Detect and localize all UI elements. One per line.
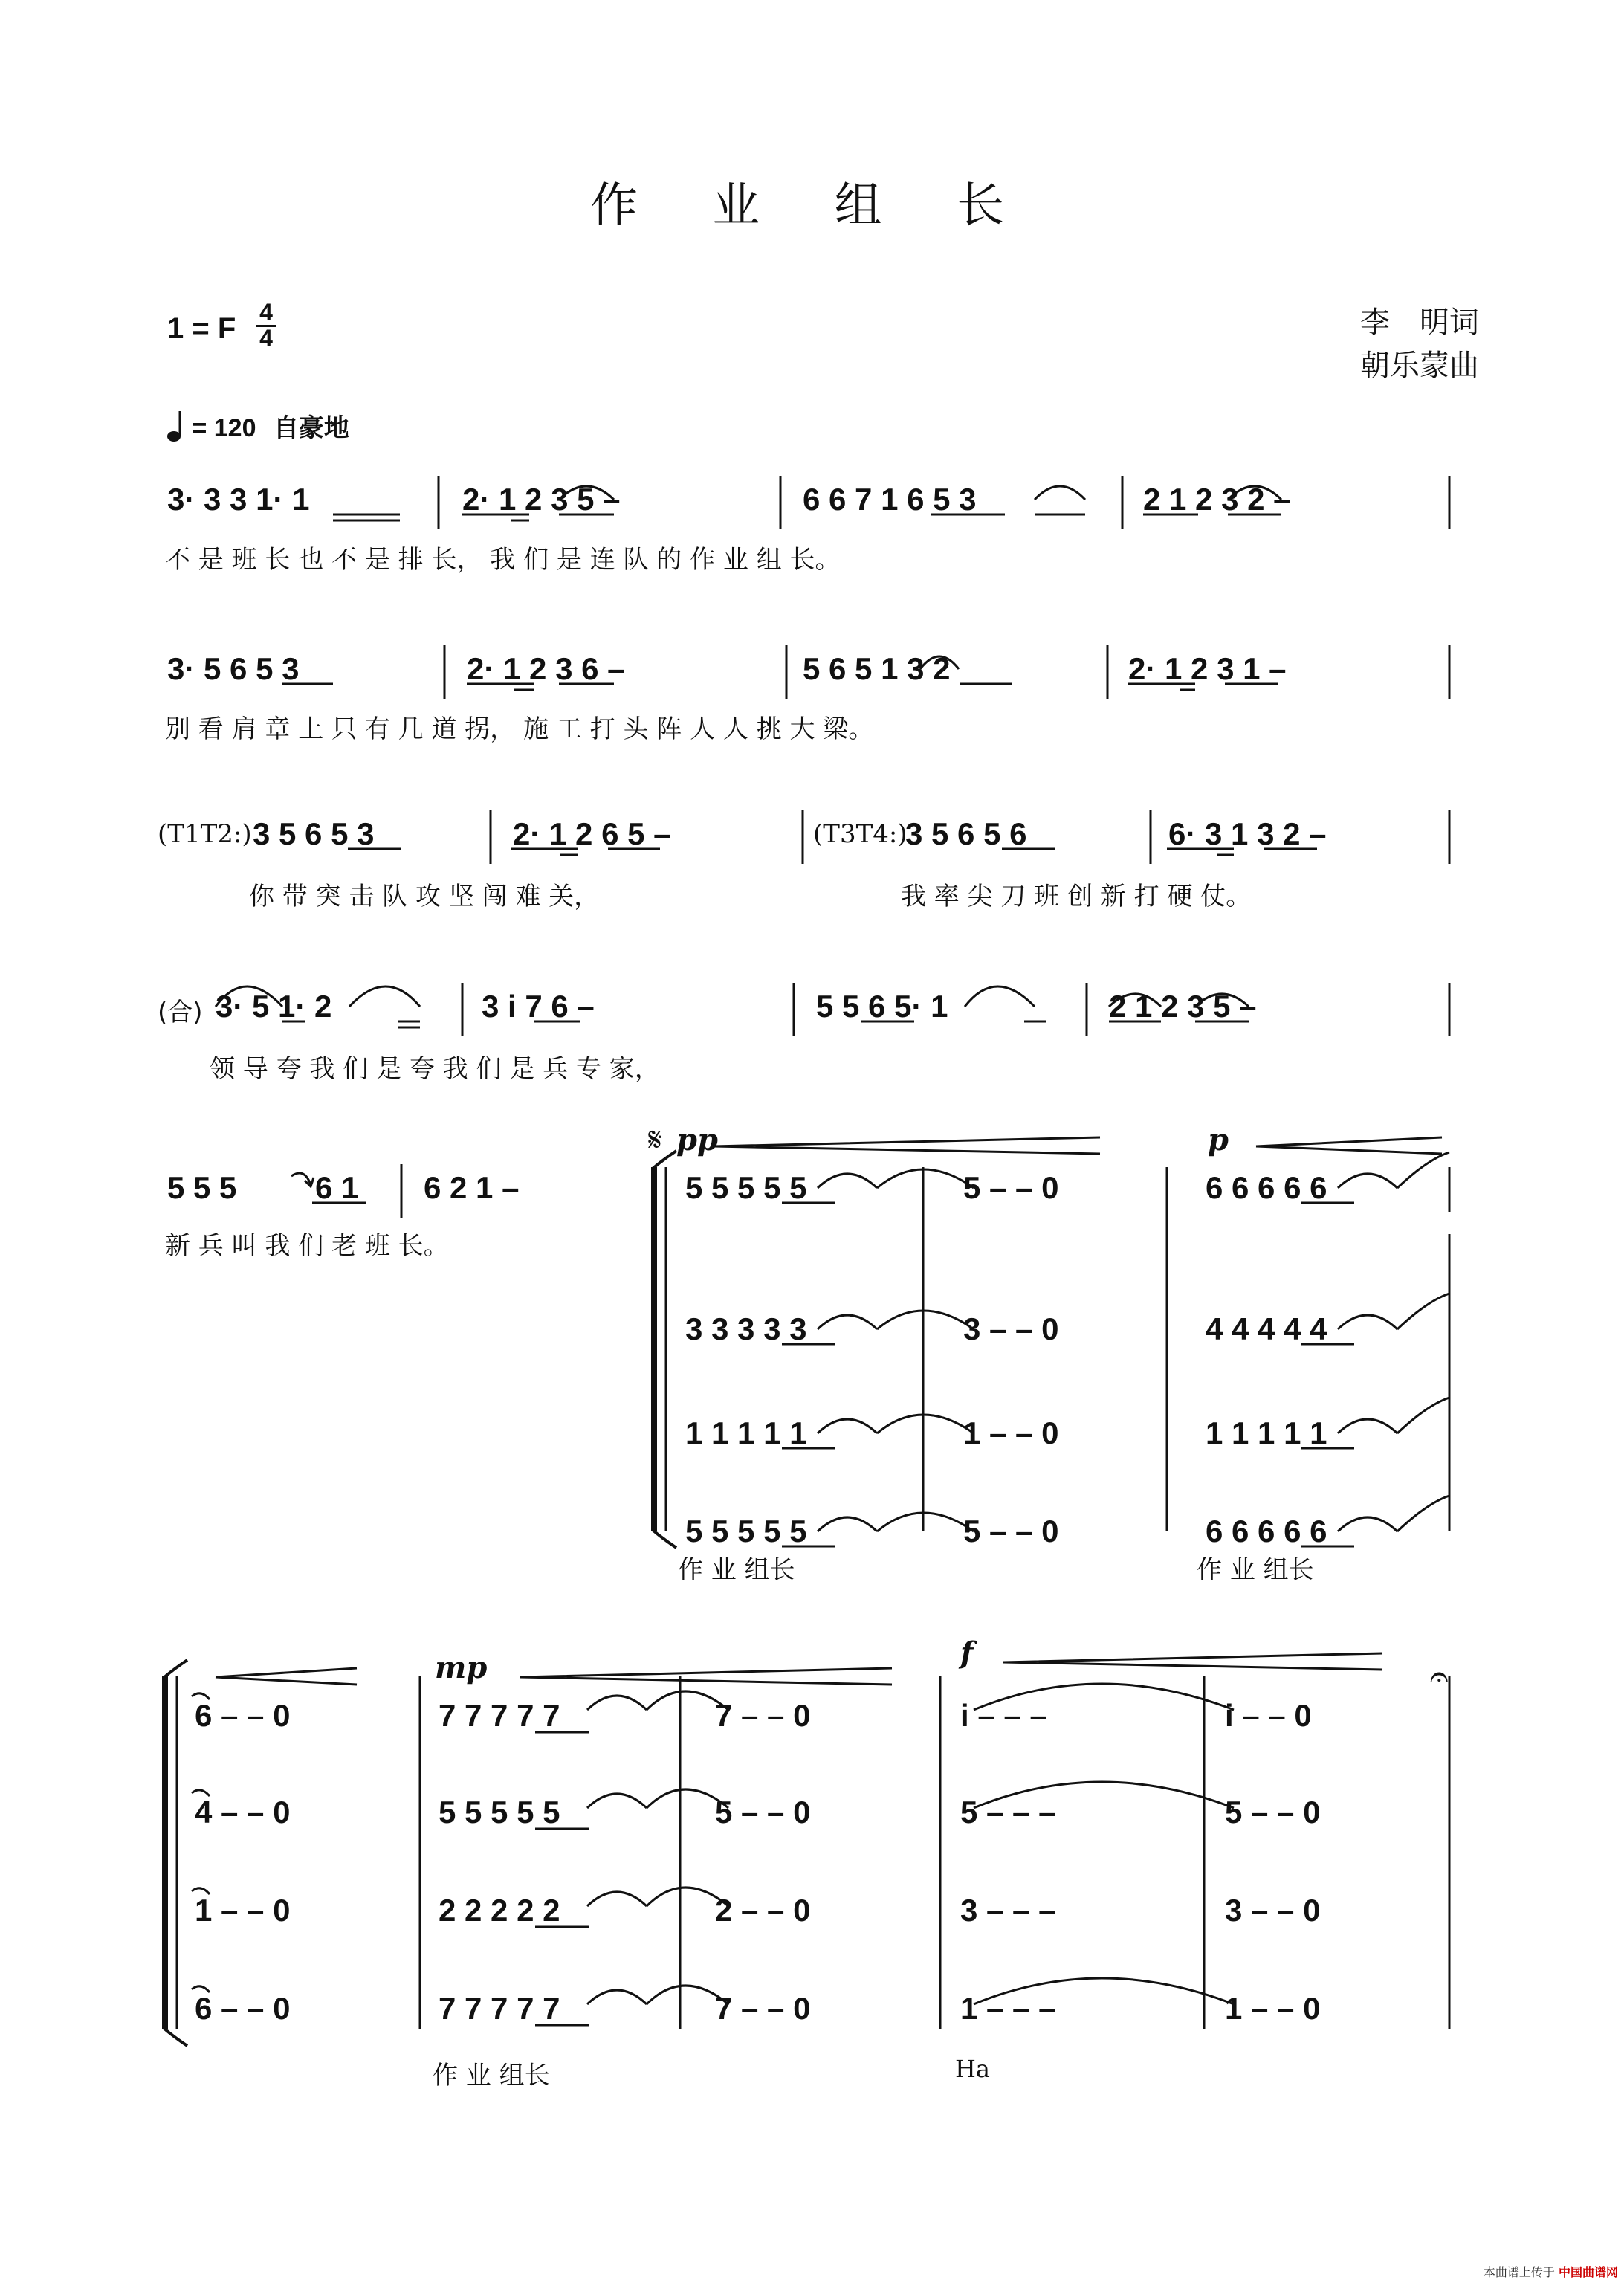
chorus1-v2-m2: 3 – – 0: [963, 1311, 1059, 1346]
row4-measure4: 2 1 2 3 5 –: [1109, 989, 1257, 1024]
page-title: 作 业 组 长: [589, 178, 1035, 233]
source-watermark: [1484, 2263, 1618, 2280]
row3-measure2: 2· 1 2 6 5 –: [513, 816, 671, 851]
chorus2-v3-m4: 3 – – –: [960, 1893, 1056, 1928]
row2-measure1: 3· 5 6 5 3: [167, 651, 300, 686]
chorus2-lyrics-2: Ha: [955, 2055, 990, 2083]
row5-notes-c: 6 2 1 –: [424, 1170, 520, 1205]
chorus2-v1-m2: 7 7 7 7 7: [439, 1698, 560, 1733]
chorus2-v4-m4: 1 – – –: [960, 1991, 1056, 2026]
watermark-brand: 中国曲谱网: [1558, 2265, 1618, 2279]
tempo-expression: 自豪地: [273, 413, 349, 443]
watermark-prefix: 本曲谱上传于: [1483, 2265, 1555, 2279]
chorus1-v4-m3: 6 6 6 6 6: [1206, 1514, 1327, 1549]
chorus2-v2-m5: 5 – – 0: [1225, 1795, 1321, 1830]
chorus1-lyrics-2: 作 业 组长: [1197, 1555, 1314, 1585]
row3-prefix-t1t2: (T1T2:): [158, 819, 252, 849]
row3-measure3: 3 5 6 5 6: [905, 816, 1027, 851]
chorus2-v3-m1: 1 – – 0: [195, 1893, 291, 1928]
row1-measure1: 3· 3 3 1· 1: [167, 482, 310, 517]
chorus2-v1-m3: 7 – – 0: [715, 1698, 811, 1733]
dynamic-f: f: [960, 1635, 974, 1670]
chorus2-lyrics-1: 作 业 组长: [433, 2061, 550, 2090]
row5-notes-a: 5 5 5: [167, 1170, 237, 1205]
segno-icon: 𝄋: [648, 1121, 662, 1159]
row1-lyrics: 不 是 班 长 也 不 是 排 长， 我 们 是 连 队 的 作 业 组 长。: [165, 545, 841, 575]
row3-measure1: 3 5 6 5 3: [253, 816, 375, 851]
row4-measure1: 3· 5 1· 2: [216, 989, 332, 1024]
row2-measure2: 2· 1 2 3 6 –: [467, 651, 625, 686]
dynamic-p: p: [1208, 1123, 1229, 1157]
row3-measure4: 6· 3 1 3 2 –: [1168, 816, 1327, 851]
row3-prefix-t3t4: (T3T4:): [813, 819, 908, 849]
chorus2-v3-m5: 3 – – 0: [1225, 1893, 1321, 1928]
chorus2-v1-m4: i – – –: [960, 1698, 1047, 1733]
fermata-icon: 𝄐: [1430, 1658, 1449, 1696]
chorus1-v1-m1: 5 5 5 5 5: [685, 1170, 807, 1205]
chorus1-v3-m3: 1 1 1 1 1: [1206, 1415, 1327, 1450]
chorus2-v2-m3: 5 – – 0: [715, 1795, 811, 1830]
chorus1-v1-m2: 5 – – 0: [963, 1170, 1059, 1205]
row4-prefix-tutti: (合): [158, 998, 203, 1027]
chorus1-lyrics-1: 作 业 组长: [678, 1555, 795, 1585]
chorus2-v4-m5: 1 – – 0: [1225, 1991, 1321, 2026]
row1-measure3: 6 6 7 1 6 5 3: [803, 482, 977, 517]
row2-measure3: 5 6 5 1 3 2: [803, 651, 951, 686]
chorus2-v2-m1: 4 – – 0: [195, 1795, 291, 1830]
time-sig-bottom: 4: [259, 325, 273, 352]
chorus1-v2-m1: 3 3 3 3 3: [685, 1311, 807, 1346]
time-sig-top: 4: [259, 299, 273, 326]
lyricist: 李 明词: [1360, 306, 1479, 340]
chorus1-v3-m1: 1 1 1 1 1: [685, 1415, 807, 1450]
chorus2-v4-m2: 7 7 7 7 7: [439, 1991, 560, 2026]
chorus1-v1-m3: 6 6 6 6 6: [1206, 1170, 1327, 1205]
chorus1-v4-m2: 5 – – 0: [963, 1514, 1059, 1549]
row4-measure3: 5 5 6 5· 1: [816, 989, 948, 1024]
row4-lyrics: 领 导 夸 我 们 是 夸 我 们 是 兵 专 家，: [210, 1054, 660, 1084]
chorus2-v1-m5: i – – 0: [1225, 1698, 1312, 1733]
row3-lyrics-1: 你 带 突 击 队 攻 坚 闯 难 关，: [249, 882, 600, 911]
row5-notes-b: 6 1: [315, 1170, 359, 1205]
chorus2-v1-m1: 6 – – 0: [195, 1698, 291, 1733]
chorus1-v4-m1: 5 5 5 5 5: [685, 1514, 807, 1549]
row3-lyrics-2: 我 率 尖 刀 班 创 新 打 硬 仗。: [901, 882, 1252, 911]
row1-measure4: 2 1 2 3 2 –: [1143, 482, 1291, 517]
key-label: 1 = F: [167, 312, 236, 345]
row1-measure2: 2· 1 2 3 5 –: [462, 482, 621, 517]
chorus2-v4-m3: 7 – – 0: [715, 1991, 811, 2026]
chorus2-v3-m3: 2 – – 0: [715, 1893, 811, 1928]
chorus2-v2-m2: 5 5 5 5 5: [439, 1795, 560, 1830]
composer: 朝乐蒙曲: [1360, 349, 1479, 383]
chorus1-v3-m2: 1 – – 0: [963, 1415, 1059, 1450]
dynamic-mp: mp: [435, 1650, 488, 1685]
dynamic-pp: pp: [676, 1123, 718, 1157]
row2-lyrics: 别 看 肩 章 上 只 有 几 道 拐， 施 工 打 头 阵 人 人 挑 大 梁。: [165, 714, 874, 744]
chorus2-v4-m1: 6 – – 0: [195, 1991, 291, 2026]
row2-measure4: 2· 1 2 3 1 –: [1128, 651, 1287, 686]
row5-lyrics: 新 兵 叫 我 们 老 班 长。: [165, 1231, 449, 1261]
chorus2-v2-m4: 5 – – –: [960, 1795, 1056, 1830]
chorus2-v3-m2: 2 2 2 2 2: [439, 1893, 560, 1928]
chorus1-v2-m3: 4 4 4 4 4: [1206, 1311, 1327, 1346]
tempo-bpm: = 120: [192, 414, 256, 442]
row4-measure2: 3 i 7 6 –: [482, 989, 595, 1024]
